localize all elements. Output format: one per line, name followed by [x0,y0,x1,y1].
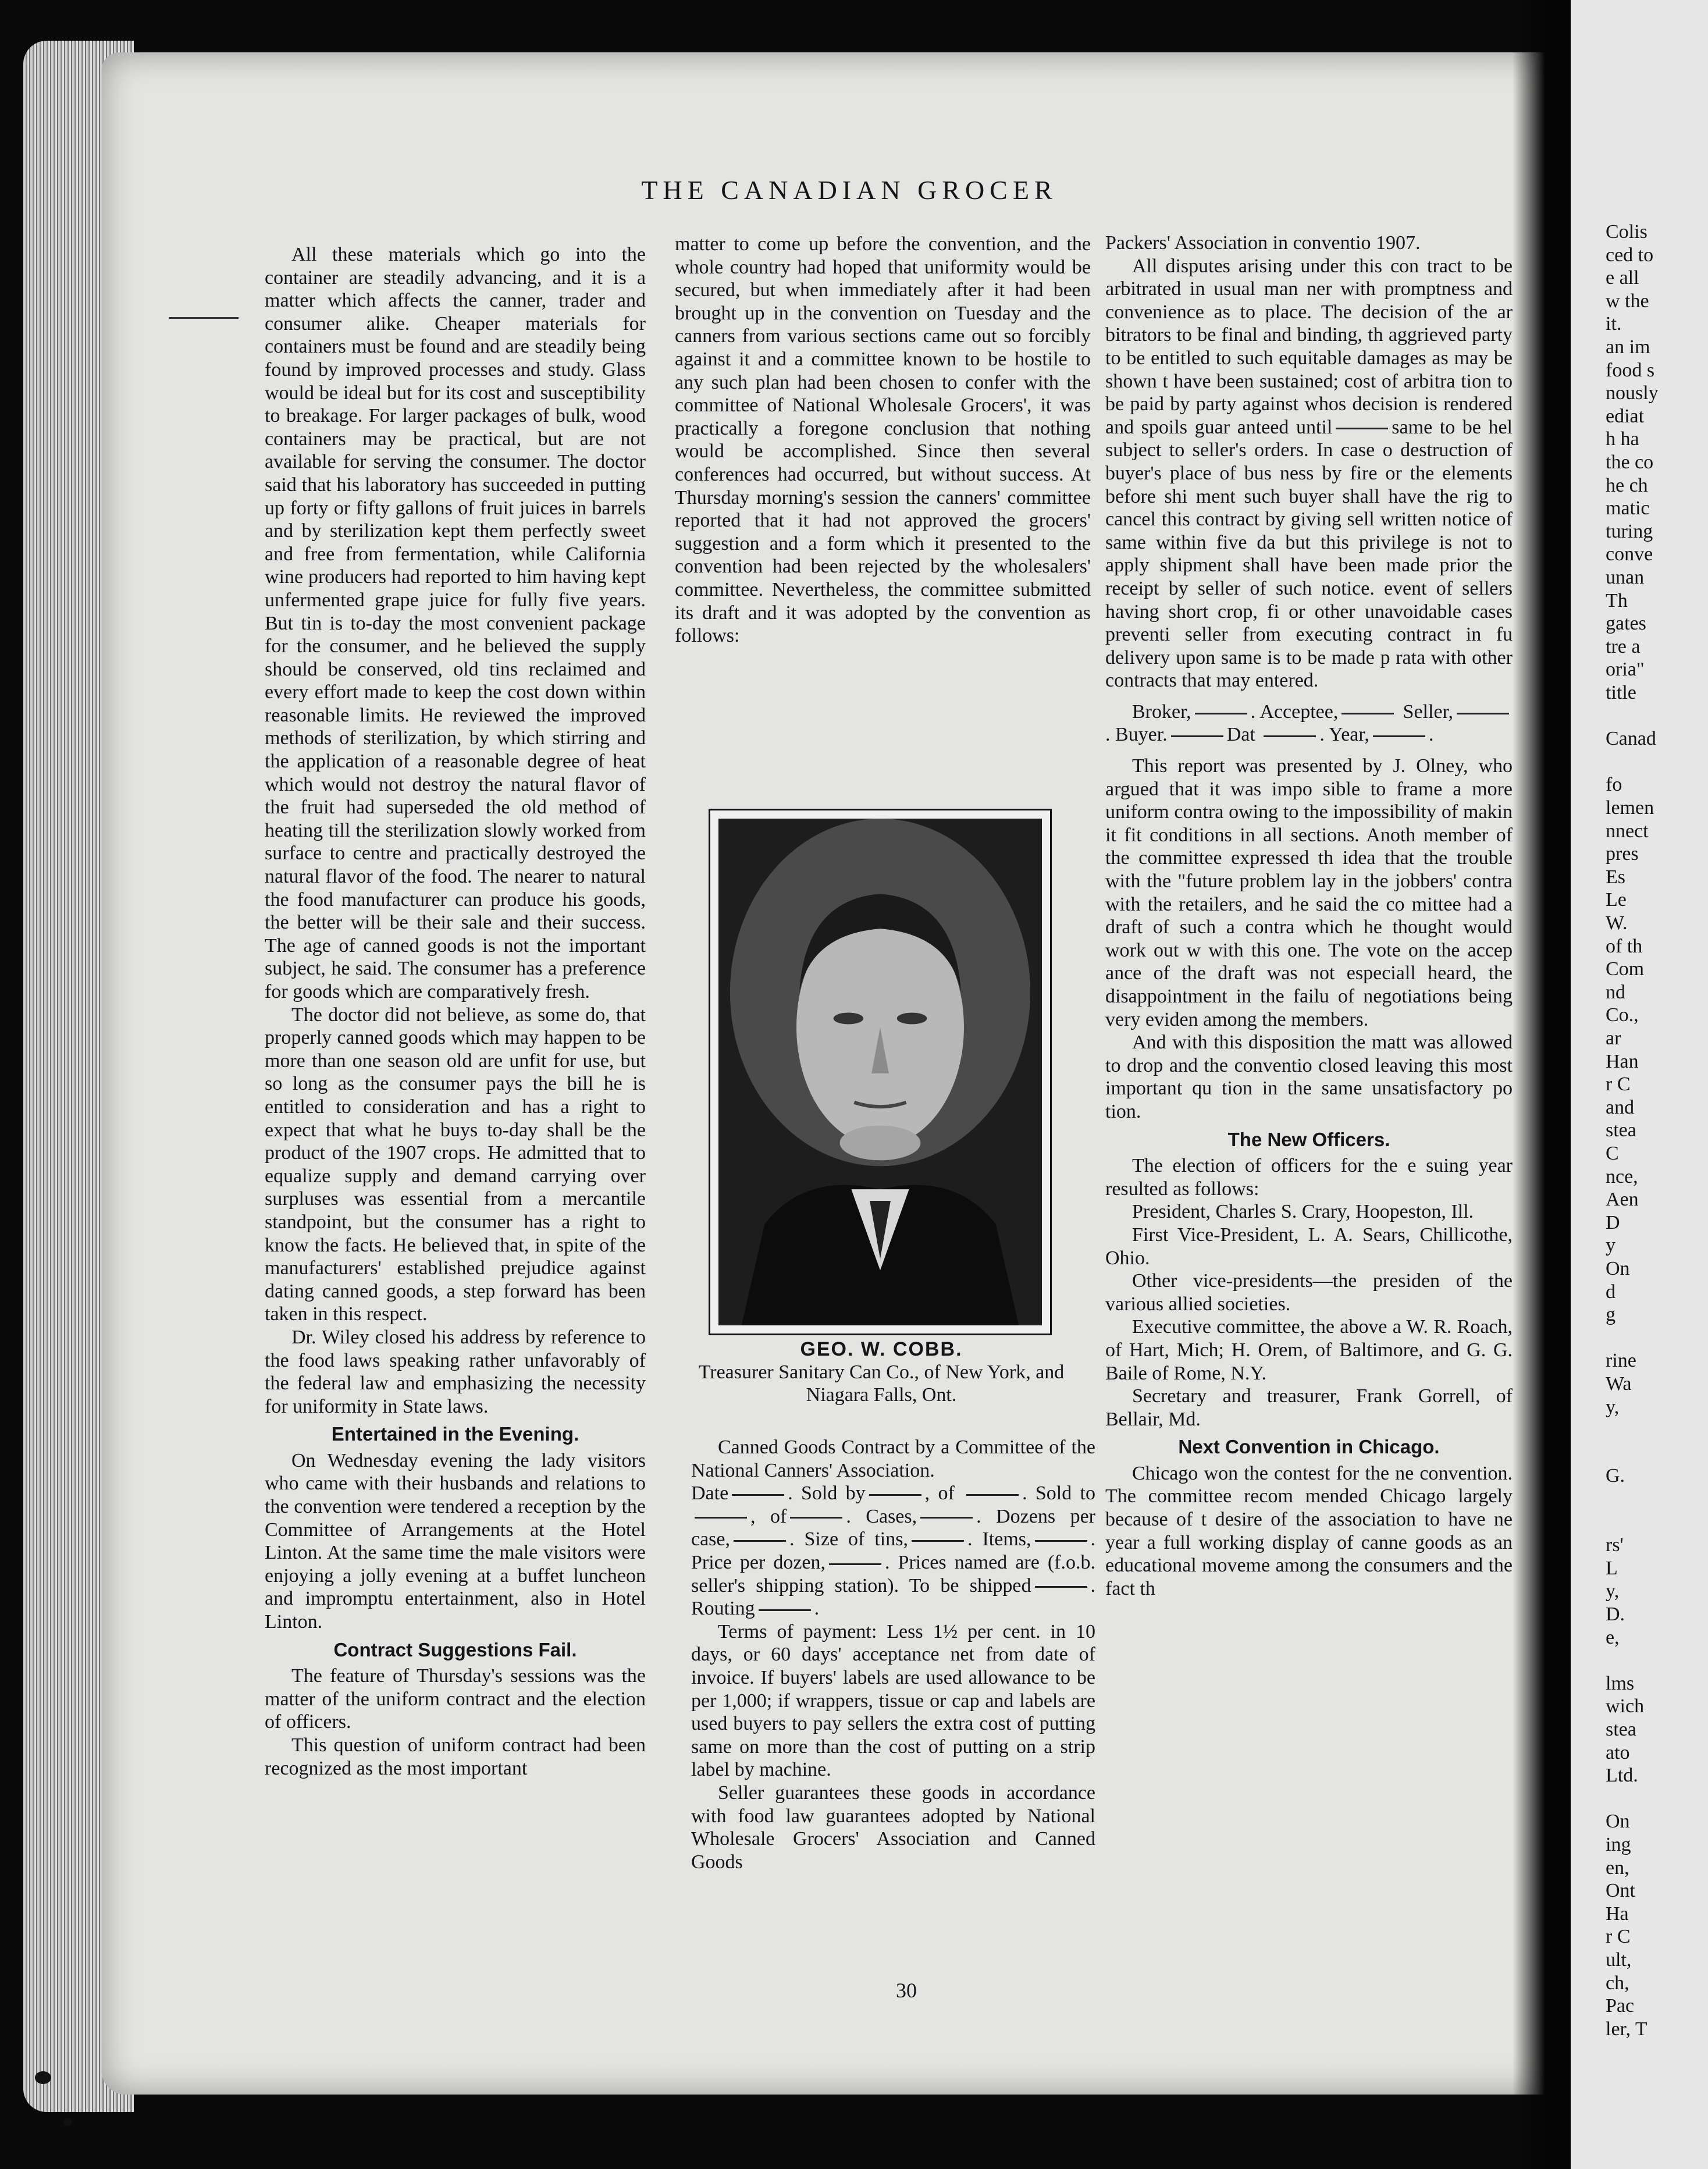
adjacent-page-line: d [1606,1281,1616,1303]
section-heading: Entertained in the Evening. [331,1423,579,1445]
adjacent-page-line: fo [1606,774,1622,796]
signature-block: Broker, . Acceptee, Seller,. Buyer. Dat . Year, . [1105,701,1513,746]
adjacent-page-line: it. [1606,313,1622,335]
adjacent-page-line: and [1606,1096,1635,1118]
adjacent-page-line: h ha [1606,428,1639,450]
adjacent-page-line: e, [1606,1626,1620,1648]
adjacent-page-line: Co., [1606,1004,1639,1026]
adjacent-page-line: D. [1606,1603,1625,1625]
adjacent-page-line: On [1606,1811,1630,1833]
section-heading: The New Officers. [1227,1128,1390,1150]
adjacent-page-line: oria" [1606,659,1645,681]
adjacent-page-line: Es [1606,866,1625,888]
paragraph: The election of officers for the e suing year resulted as follows: [1105,1155,1513,1200]
adjacent-page-line: r C [1606,1073,1631,1096]
paragraph: President, Charles S. Crary, Hoopeston, Ill. [1132,1201,1474,1223]
adjacent-page-line: ch, [1606,1972,1629,1994]
section-heading: Next Convention in Chicago. [1178,1436,1440,1458]
adjacent-page-line: y [1606,1235,1616,1257]
adjacent-page-line: ar [1606,1027,1621,1049]
paragraph: This report was presented by J. Olney, who argued that it was impo sible to frame a more uniform contra owing to the impossibility of makin it fit conditions in all sections. Anoth member of the committee expressed th idea that the trouble with the "future problem lay in the jobbers' contra with the retailers, and he said the co mittee had a draft of such a contra which he thought would work out w with this one. The vote on the accep ance of the draft was not especiall heard, the disappointment in the failu of negotiations being very eviden among the members. [1105,755,1513,1030]
adjacent-page-line: food s [1606,359,1655,381]
adjacent-page-line: nously [1606,382,1659,404]
adjacent-page-line: an im [1606,336,1650,358]
paragraph: Chicago won the contest for the ne convention. The committee recom mended Chicago largely because of t desire of the association to have ne year a full working display of canne goods as an educational moveme among the consumers and the fact th [1105,1462,1513,1599]
adjacent-page-line: Pac [1606,1995,1635,2017]
photo-caption [689,1338,1073,1406]
adjacent-page-line: turing [1606,520,1653,542]
adjacent-page-line: pres [1606,843,1639,865]
scan-speck [35,2071,51,2084]
paragraph: On Wednesday evening the lady visitors who came with their husbands and relations to the convention were tendered a reception by the Committee of Arrangements at the Hotel Linton. At the same time the male visitors were enjoying a jolly evening at a buffet luncheon and impromptu entertainment, also in Hotel Linton. [265,1449,646,1633]
adjacent-page-line: nce, [1606,1165,1638,1187]
adjacent-page-line: rs' [1606,1534,1624,1556]
contract-form: Date . Sold by , of . Sold to, of . Cases, . Dozens per case, . Size of tins, . Items, . Price per dozen, . Prices named are (f.o.b. seller's shipping station). To be shipped . Routing . [691,1482,1095,1620]
adjacent-page-line: stea [1606,1119,1636,1142]
adjacent-page-line: matic [1606,497,1650,520]
adjacent-page-line: Han [1606,1050,1639,1072]
adjacent-page-line: lemen [1606,797,1654,819]
paragraph: Seller guarantees these goods in accordance with food law guarantees adopted by National Wholesale Grocers' Association and Canned Goods [691,1782,1095,1873]
adjacent-page-line: ediat [1606,405,1645,427]
adjacent-page-line: g [1606,1304,1616,1326]
adjacent-page-line: of th [1606,935,1643,957]
paragraph: Packers' Association in conventio 1907. [1105,232,1421,254]
paragraph: The feature of Thursday's sessions was the matter of the uniform contract and the election of officers. [265,1665,646,1733]
adjacent-page-line: C [1606,1143,1619,1164]
paragraph: Executive committee, the above a W. R. Roach, of Hart, Mich; H. Orem, of Baltimore, and G. G. Baile of Rome, N.Y. [1105,1316,1513,1384]
adjacent-page-line: Th [1606,589,1628,611]
adjacent-page-fragment [1571,0,1708,2169]
column-1 [265,243,646,1780]
adjacent-page-line: w the [1606,290,1649,312]
adjacent-page-line: Canad [1606,728,1656,750]
adjacent-page-line: D [1606,1211,1620,1233]
paragraph: The doctor did not believe, as some do, that properly canned goods which may happen to be more than one season old are unfit for use, but so long as the consumer pays the bill he is entitled to consideration and has a right to expect that what he buys to-day shall be the product of the 1907 crops. He admitted that to equalize supply and demand carrying over surpluses was essential from a mercantile standpoint, but the consumer has a right to know the facts. He believed that, in spite of the manufacturers' established prejudice against dating canned goods, a step forward has been taken in this respect. [265,1004,646,1325]
adjacent-page-line: unan [1606,567,1645,588]
adjacent-page-line: nd [1606,981,1625,1003]
adjacent-page-line: rine [1606,1350,1636,1372]
paragraph: All these materials which go into the container are steadily advancing, and it is a matter which affects the canner, trader and consumer alike. Cheaper materials for containers must be found and are steadily being found by improved processes and study. Glass would be ideal but for its cost and susceptibility to breakage. For larger packages of bulk, wood containers may be practical, but are not available for serving the consumer. The doctor said that his laboratory has succeeded in putting up forty or fifty gallons of fruit juices in barrels and by sterilization kept them perfectly sweet and free from fermentation, while California wine producers had reported to him having kept unfermented grape juice for fully five years. But tin is to-day the most convenient package for the consumer, and he believed the supply should be conserved, old tins reclaimed and every effort made to keep the cost down within reasonable limits. He reviewed the improved methods of sterilization, by which stirring and the application of a reasonable degree of heat which would not destroy the natural flavor of the fruit had superseded the old method of heating till the sterilization slowly worked from surface to centre and practically destroyed the natural flavor of the food. The nearer to natural the food manufacturer can produce his goods, the better will be their sale and their success. The age of canned goods is not the important subject, he said. The consumer has a preference for goods which are comparatively fresh. [265,244,646,1002]
adjacent-page-line: ing [1606,1834,1631,1855]
column-2-top [675,233,1091,648]
adjacent-page-line: conve [1606,543,1653,566]
caption-name: GEO. W. COBB. [800,1338,963,1360]
adjacent-page-line: title [1606,682,1636,703]
adjacent-page-line: ced to [1606,244,1654,266]
paragraph: Other vice-presidents—the presiden of the various allied societies. [1105,1270,1513,1315]
adjacent-page-line: ult, [1606,1949,1632,1971]
adjacent-page-line: wich [1606,1695,1645,1718]
paragraph: All disputes arising under this con tract to be arbitrated in usual man ner with promptness and convenience as to place. The decision of the ar bitrators to be final and binding, th aggrieved party to be entitled to such equitable damages as may be shown t have been sustained; cost of arbitra tion to be paid by party against whos decision is rendered and spoils guar anteed until same to be hel subject to seller's orders. In case o destruction of buyer's place of bus ness by fire or the elements before shi ment such buyer shall have the rig to cancel this contract by giving sell written notice of same within five da but this privilege is not to apply shipment shall have been made prior the receipt by seller of such notice. event of sellers having short crop, fi or other unavoidable cases preventi seller from executing contract in fu delivery upon same is to be made p rata with other contracts that may entered. [1105,255,1513,692]
adjacent-page-line: L [1606,1557,1618,1579]
adjacent-page-line: nnect [1606,820,1649,842]
adjacent-page-line: ato [1606,1741,1630,1763]
paragraph: Canned Goods Contract by a Committee of the National Canners' Association. [691,1436,1095,1481]
paragraph: This question of uniform contract had been recognized as the most important [265,1734,646,1779]
adjacent-page-line: Ha [1606,1903,1629,1925]
paragraph: Dr. Wiley closed his address by reference to the food laws speaking rather unfavorably of the federal law and emphasizing the necessity for uniformity in State laws. [265,1326,646,1417]
adjacent-page-line: On [1606,1258,1630,1279]
adjacent-page-line: Le [1606,889,1627,911]
adjacent-page-line: W. [1606,912,1628,934]
adjacent-page-line: en, [1606,1857,1629,1879]
adjacent-page-line: y, [1606,1396,1620,1418]
adjacent-page-line: G. [1606,1465,1625,1487]
adjacent-page-line: Com [1606,958,1645,980]
page-number: 30 [896,1979,917,2002]
paragraph: Secretary and treasurer, Frank Gorrell, of Bellair, Md. [1105,1385,1513,1430]
paragraph: And with this disposition the matt was allowed to drop and the conventio closed leaving this most important qu tion in the same unsatisfactory po tion. [1105,1032,1513,1122]
adjacent-page-line: gates [1606,613,1646,635]
adjacent-page-line: Ont [1606,1880,1635,1902]
adjacent-page-line: Colis [1606,221,1647,243]
scan-speck [64,2118,72,2126]
margin-pencil-mark [169,317,239,319]
caption-text: Treasurer Sanitary Can Co., of New York, and Niagara Falls, Ont. [698,1361,1065,1406]
masthead: THE CANADIAN GROCER [641,175,1058,205]
paragraph: Terms of payment: Less 1½ per cent. in 10 days, or 60 days' acceptance net from date of invoice. If buyers' labels are used allowance to be per 1,000; if wrappers, tissue or cap and labels are used buyers to pay sellers the extra cost of putting same on more than the cost of putting on a strip label by machine. [691,1620,1095,1781]
adjacent-page-line: tre a [1606,635,1641,657]
adjacent-page-line: Aen [1606,1189,1639,1211]
adjacent-page-line: r C [1606,1926,1631,1948]
section-heading: Contract Suggestions Fail. [333,1638,577,1660]
column-3 [1105,232,1513,1600]
adjacent-page-line: the co [1606,451,1654,473]
adjacent-page-line: stea [1606,1719,1636,1740]
adjacent-page-line: e all [1606,267,1639,289]
adjacent-page-line: Wa [1606,1373,1632,1395]
paragraph: First Vice-President, L. A. Sears, Chillicothe, Ohio. [1105,1224,1513,1269]
adjacent-page-line: ler, T [1606,2018,1647,2040]
adjacent-page-line: lms [1606,1672,1635,1694]
adjacent-page-line: y, [1606,1580,1620,1602]
adjacent-page-line: he ch [1606,474,1648,496]
adjacent-page-line: Ltd. [1606,1765,1638,1787]
portrait-photo [709,809,1052,1335]
paragraph: matter to come up before the convention, and the whole country had hoped that uniformity would be secured, but when immediately after it had been brought up in the convention on Tuesday and the canners from various sections came out so forcibly against it and a committee known to be hostile to any such plan had been chosen to confer with the committee of National Wholesale Grocers', it was practically a foregone conclusion that nothing would be accomplished. Since then several conferences had occurred, but without success. At Thursday morning's session the canners' committee reported that it had not approved the grocers' suggestion and a form which it presented to the convention had been rejected by the wholesalers' committee. Nevertheless, the committee submitted its draft and it was adopted by the convention as follows: [675,233,1091,647]
column-2-bottom [691,1436,1095,1873]
